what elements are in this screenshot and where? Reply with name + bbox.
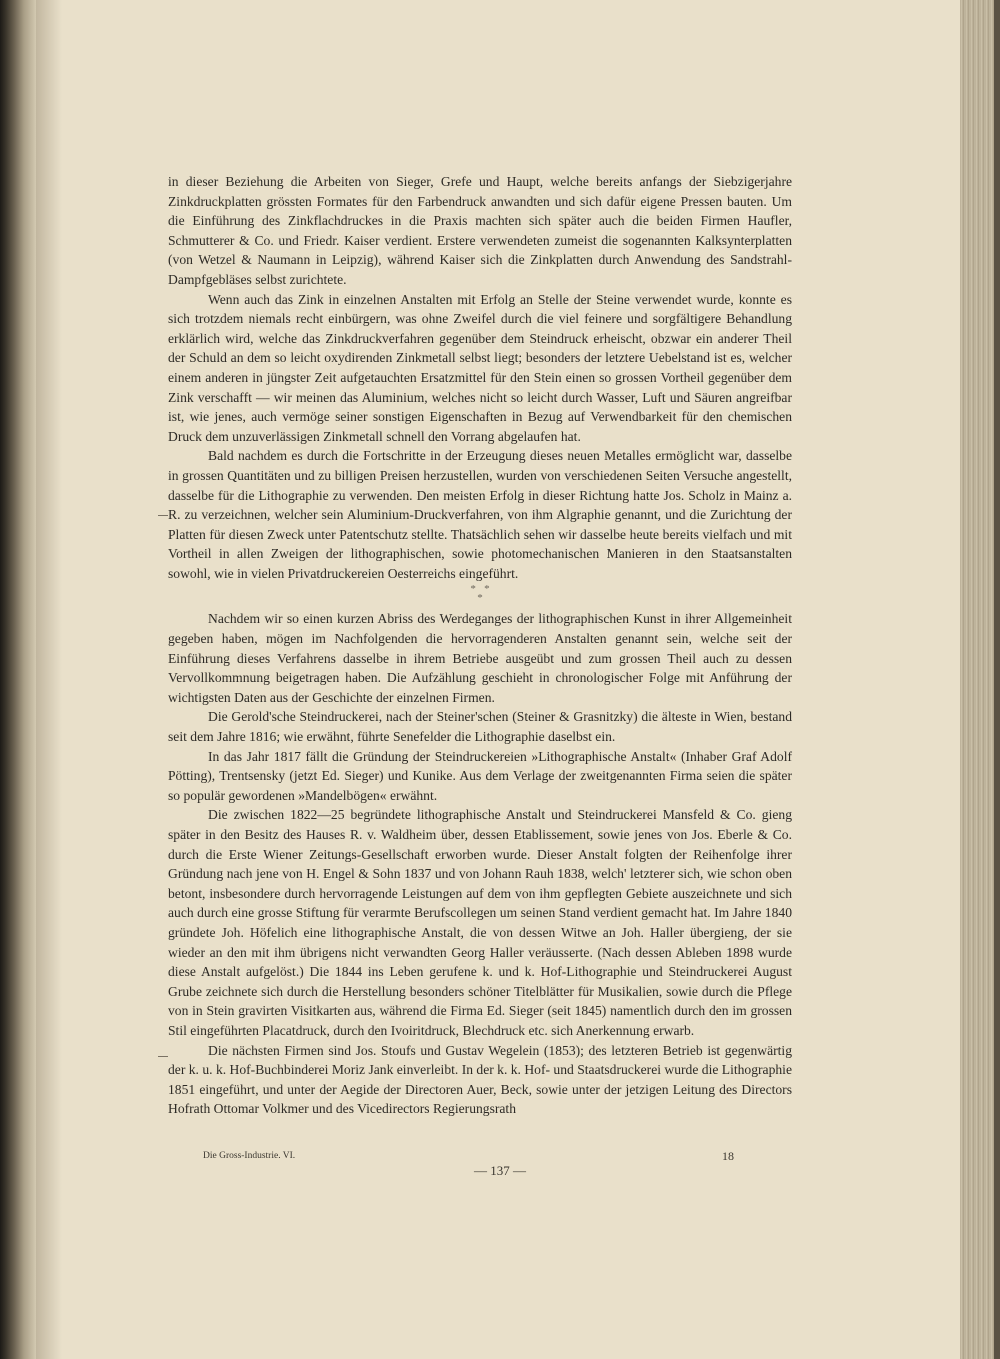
section-separator xyxy=(168,585,792,603)
paragraph: Die Gerold'sche Steindruckerei, nach der Steiner'schen (Steiner & Grasnitzky) die älteste in Wien, bestand seit dem Jahre 1816; wie erwähnt, führte Senefelder die Lithographie daselbst ein. xyxy=(168,709,792,745)
separator-star-bottom: * xyxy=(477,592,483,605)
footer-signature: Die Gross-Industrie. VI. xyxy=(203,1151,296,1161)
footer-sheet-number: 18 xyxy=(722,1149,734,1163)
paragraph: Die nächsten Firmen sind Jos. Stoufs und Gustav Wegelein (1853); des letzteren Betrieb ist gegenwärtig der k. u. k. Hof-Buchbinderei Moriz Jank einverleibt. In der k. k. Hof- und Staatsdruckerei wurde die Lithographie 1851 eingeführt, und unter der Aegide der Directoren Auer, Beck, sowie unter der jetzigen Leitung des Directors Hofrath Ottomar Volkmer und des Vicedirectors Regierungsrath xyxy=(168,1042,792,1117)
paragraph: Wenn auch das Zink in einzelnen Anstalten mit Erfolg an Stelle der Steine verwendet wurde, konnte es sich trotzdem niemals recht einbürgern, was ohne Zweifel durch die viel feinere und sorgfältigere Behandlung erklärlich wird, welche das Zinkdruckverfahren gegenüber dem Steindruck erheischt, obzwar ein anderer Theil der Schuld an dem so leicht oxydirenden Zinkmetall selbst liegt; besonders der letztere Uebelstand ist es, welcher einem anderen in jüngster Zeit aufgetauchten Ersatzmittel für den Stein einen so grossen Vortheil gegenüber dem Zink verschafft — wir meinen das Aluminium, welches nicht so leicht durch Wasser, Luft und Säuren angreifbar ist, wie jenes, auch vermöge seiner sonstigen Eigenschaften in Bezug auf Verwendbarkeit für den chemischen Druck dem unzuverlässigen Zinkmetall schnell den Vorrang abgelaufen hat. xyxy=(168,291,792,444)
book-binding xyxy=(0,0,36,1359)
margin-mark xyxy=(158,1056,168,1057)
paragraph: Die zwischen 1822—25 begründete lithographische Anstalt und Steindruckerei Mansfeld & Co. gieng später in den Besitz des Hauses R. v. Waldheim über, dessen Etablissement, sowie jenes von Jos. Eberle & Co. durch die Erste Wiener Zeitungs-Gesellschaft erworben wurde. Dieser Anstalt folgten der Reihenfolge ihrer Gründung nach jene von H. Engel & Sohn 1837 und von Johann Rauh 1838, welch' letzterer sich, wie schon oben betont, insbesondere durch hervorragende Leistungen auf dem von ihm gepflegten Gebiete auszeichnete und sich auch durch eine grosse Stiftung für verarmte Berufscollegen um seinen Stand verdient gemacht hat. Im Jahre 1840 gründete Joh. Höfelich eine lithographische Anstalt, die von dessen Witwe an Joh. Haller übergieng, der sie wieder an den mit ihm übrigens nicht verwandten Georg Haller veräusserte. (Nach dessen Ableben 1898 wurde diese Anstalt aufgelöst.) Die 1844 ins Leben gerufene k. und k. Hof-Lithographie und Steindruckerei August Grube zeichnete sich durch die Herstellung besonders schöner Titelblätter für Musikalien, sowie durch die Pflege von in Stein gravirten Visitkarten aus, während die Firma Ed. Sieger (seit 1845) namentlich durch den im grossen Stil eingeführten Placatdruck, durch den Ivoiritdruck, Blechdruck etc. sich Anerkennung erwarb. xyxy=(168,807,792,1038)
page-number: — 137 — xyxy=(474,1163,526,1178)
book-cover-edge xyxy=(994,0,1000,1359)
gutter-shadow xyxy=(36,0,62,1359)
paragraph: Nachdem wir so einen kurzen Abriss des Werdeganges der lithographischen Kunst in ihrer Allgemeinheit gegeben haben, mögen im Nachfolgenden die hervorragenderen Anstalten genannt sein, welche seit der Einführung dieses Verfahrens dasselbe in ihrem Betriebe ausgeübt und zum grossen Theil auch zu dessen Vervollkommnung beigetragen haben. Die Aufzählung geschieht in chronologischer Folge mit Anführung der wichtigsten Daten aus der Geschichte der einzelnen Firmen. xyxy=(168,611,792,705)
paragraph: In das Jahr 1817 fällt die Gründung der Steindruckereien »Lithographische Anstalt« (Inhaber Graf Adolf Pötting), Trentsensky (jetzt Ed. Sieger) und Kunike. Aus dem Verlage der zweitgenannten Firma seien die später so populär gewordenen »Mandelbögen« erwähnt. xyxy=(168,748,792,803)
separator-stars-top: * * xyxy=(470,583,490,596)
paragraph: in dieser Beziehung die Arbeiten von Sieger, Grefe und Haupt, welche bereits anfangs der Siebzigerjahre Zinkdruckplatten grössten Formates für den Farbendruck anwandten und sich dafür eigene Pressen bauten. Um die Einführung des Zinkflachdruckes in die Praxis machten sich später auch die beiden Firmen Haufler, Schmutterer & Co. und Friedr. Kaiser verdient. Erstere verwendeten zumeist die sogenannten Kalksynterplatten (von Wetzel & Naumann in Leipzig), während Kaiser sich die Zinkplatten durch Anwendung des Sandstrahl-Dampfgebläses selbst zurichtete. xyxy=(168,174,792,287)
body-text xyxy=(168,172,792,1119)
paragraph: Bald nachdem es durch die Fortschritte in der Erzeugung dieses neuen Metalles ermöglicht war, dasselbe in grossen Quantitäten und zu billigen Preisen herzustellen, wurden von verschiedenen Seiten Versuche angestellt, dasselbe für die Lithographie zu verwenden. Den meisten Erfolg in dieser Richtung hatte Jos. Scholz in Mainz a. R. zu verzeichnen, welcher sein Aluminium-Druckverfahren, von ihm Algraphie genannt, und die Zurichtung der Platten für diesen Zweck unter Patentschutz stellte. Thatsächlich sehen wir dasselbe heute bereits vielfach und mit Vortheil in allen Zweigen der lithographischen, sowie photomechanischen Manieren in den Staatsanstalten sowohl, wie in vielen Privatdruckereien Oesterreichs eingeführt. xyxy=(168,448,792,581)
margin-mark xyxy=(158,515,168,516)
